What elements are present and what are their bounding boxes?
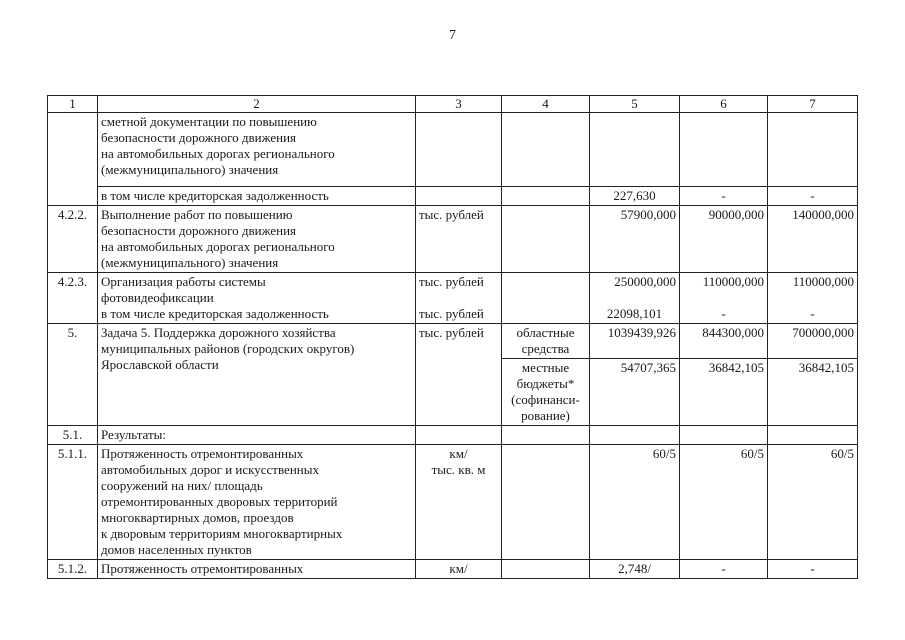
unit-cell [416, 426, 502, 445]
value-cell: 60/5 [680, 445, 768, 560]
value-cell: 36842,105 [680, 359, 768, 426]
row-number [48, 113, 98, 206]
source-cell [502, 113, 590, 187]
source-cell [502, 206, 590, 273]
value-cell: - [680, 560, 768, 579]
row-description: Протяженность отремонтированных [98, 560, 416, 579]
value-cell [768, 426, 858, 445]
unit-cell: тыс. рублей [416, 324, 502, 426]
value-cell: 60/5 [768, 445, 858, 560]
value-cell [590, 113, 680, 187]
header-cell: 4 [502, 96, 590, 113]
unit-cell [416, 113, 502, 187]
value-cell: 57900,000 [590, 206, 680, 273]
value-cell [768, 113, 858, 187]
row-number: 5. [48, 324, 98, 426]
row-description: Задача 5. Поддержка дорожного хозяйства муниципальных районов (городских округов) Ярославской области [98, 324, 416, 426]
source-cell [502, 187, 590, 206]
value-cell [590, 426, 680, 445]
row-number: 5.1.2. [48, 560, 98, 579]
value-cell: 227,630 [590, 187, 680, 206]
value-cell: 54707,365 [590, 359, 680, 426]
source-cell [502, 273, 590, 324]
row-description: сметной документации по повышению безопасности дорожного движения на автомобильных дорогах регионального (межмуниципального) значения [98, 113, 416, 187]
row-number: 4.2.2. [48, 206, 98, 273]
header-cell: 1 [48, 96, 98, 113]
value-cell: 90000,000 [680, 206, 768, 273]
header-cell: 5 [590, 96, 680, 113]
row-description: Выполнение работ по повышению безопасности дорожного движения на автомобильных дорогах регионального (межмуниципального) значения [98, 206, 416, 273]
row-description: в том числе кредиторская задолженность [98, 187, 416, 206]
row-description: Результаты: [98, 426, 416, 445]
table-row [48, 206, 858, 273]
source-cell [502, 560, 590, 579]
value-cell: 110000,000 - [768, 273, 858, 324]
value-cell: - [680, 187, 768, 206]
table-row [48, 426, 858, 445]
row-description: Организация работы системы фотовидеофиксации в том числе кредиторская задолженность [98, 273, 416, 324]
header-cell: 2 [98, 96, 416, 113]
value-cell: - [768, 187, 858, 206]
row-number: 4.2.3. [48, 273, 98, 324]
value-cell [680, 426, 768, 445]
unit-cell [416, 187, 502, 206]
source-cell [502, 445, 590, 560]
header-row [48, 96, 858, 113]
value-cell: 60/5 [590, 445, 680, 560]
value-cell: 36842,105 [768, 359, 858, 426]
row-number: 5.1.1. [48, 445, 98, 560]
table-row [48, 113, 858, 187]
value-cell: - [768, 560, 858, 579]
source-cell: местные бюджеты* (софинанси- рование) [502, 359, 590, 426]
table-row [48, 273, 858, 324]
header-cell: 6 [680, 96, 768, 113]
value-cell [680, 113, 768, 187]
source-cell: областные средства [502, 324, 590, 359]
table-row [48, 187, 858, 206]
header-cell: 3 [416, 96, 502, 113]
value-cell: 700000,000 [768, 324, 858, 359]
unit-cell: тыс. рублей тыс. рублей [416, 273, 502, 324]
table-row [48, 560, 858, 579]
value-cell: 1039439,926 [590, 324, 680, 359]
unit-cell: км/ тыс. кв. м [416, 445, 502, 560]
value-cell: 844300,000 [680, 324, 768, 359]
unit-cell: тыс. рублей [416, 206, 502, 273]
value-cell: 140000,000 [768, 206, 858, 273]
value-cell: 110000,000 - [680, 273, 768, 324]
value-cell: 2,748/ [590, 560, 680, 579]
value-cell: 250000,000 22098,101 [590, 273, 680, 324]
header-cell: 7 [768, 96, 858, 113]
row-number: 5.1. [48, 426, 98, 445]
table-row [48, 445, 858, 560]
source-cell [502, 426, 590, 445]
budget-table [47, 95, 858, 579]
row-description: Протяженность отремонтированных автомобильных дорог и искусственных сооружений на них/ площадь отремонтированных дворовых территорий многоквартирных домов, проездов к дворовым территориям многоквартирных домов населенных пунктов [98, 445, 416, 560]
page-number: 7 [449, 28, 456, 43]
table-row [48, 324, 858, 359]
unit-cell: км/ [416, 560, 502, 579]
